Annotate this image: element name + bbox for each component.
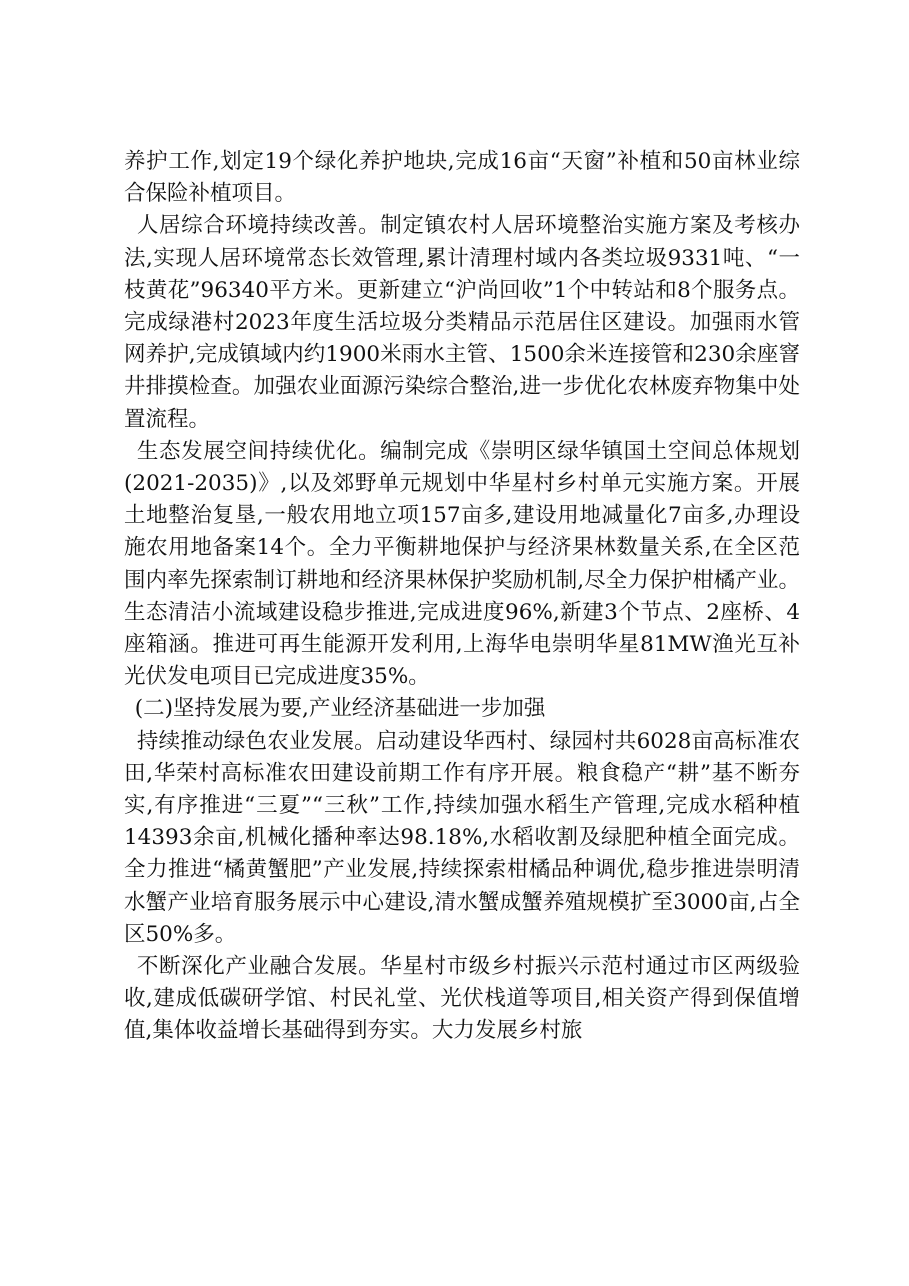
document-page (124, 146, 800, 1048)
paragraph-living-environment: 人居综合环境持续改善。制定镇农村人居环境整治实施方案及考核办法,实现人居环境常态长效管理,累计清理村域内各类垃圾9331吨、“一枝黄花”96340平方米。更新建立“沪尚回收”1个中转站和8个服务点。完成绿港村2023年度生活垃圾分类精品示范居住区建设。加强雨水管网养护,完成镇域内约1900米雨水主管、1500余米连接管和230余座窨井排摸检查。加强农业面源污染综合整治,进一步优化农林废弃物集中处置流程。 (124, 213, 800, 432)
paragraph-ecological-space: 生态发展空间持续优化。编制完成《崇明区绿华镇国土空间总体规划(2021-2035)》,以及郊野单元规划中华星村乡村单元实施方案。开展土地整治复垦,一般农用地立项157亩多,建设用地减量化7亩多,办理设施农用地备案14个。全力平衡耕地保护与经济果林数量关系,在全区范围内率先探索制订耕地和经济果林保护奖励机制,尽全力保护柑橘产业。生态清洁小流域建设稳步推进,完成进度96%,新建3个节点、2座桥、4座箱涵。推进可再生能源开发利用,上海华电崇明华星81MW渔光互补光伏发电项目已完成进度35%。 (124, 438, 800, 690)
section-heading-industry: (二)坚持发展为要,产业经济基础进一步加强 (134, 696, 546, 722)
paragraph-green-agriculture: 持续推动绿色农业发展。启动建设华西村、绿园村共6028亩高标准农田,华荣村高标准农田建设前期工作有序开展。粮食稳产“耕”基不断夯实,有序推进“三夏”“三秋”工作,持续加强水稻生产管理,完成水稻种植14393余亩,机械化播种率达98.18%,水稻收割及绿肥种植全面完成。全力推进“橘黄蟹肥”产业发展,持续探索柑橘品种调优,稳步推进崇明清水蟹产业培育服务展示中心建设,清水蟹成蟹养殖规模扩至3000亩,占全区50%多。 (124, 728, 800, 947)
paragraph-industry-integration: 不断深化产业融合发展。华星村市级乡村振兴示范村通过市区两级验收,建成低碳研学馆、村民礼堂、光伏栈道等项目,相关资产得到保值增值,集体收益增长基础得到夯实。大力发展乡村旅 (124, 954, 800, 1044)
paragraph-greening-continuation: 养护工作,划定19个绿化养护地块,完成16亩“天窗”补植和50亩林业综合保险补植项目。 (124, 149, 800, 207)
